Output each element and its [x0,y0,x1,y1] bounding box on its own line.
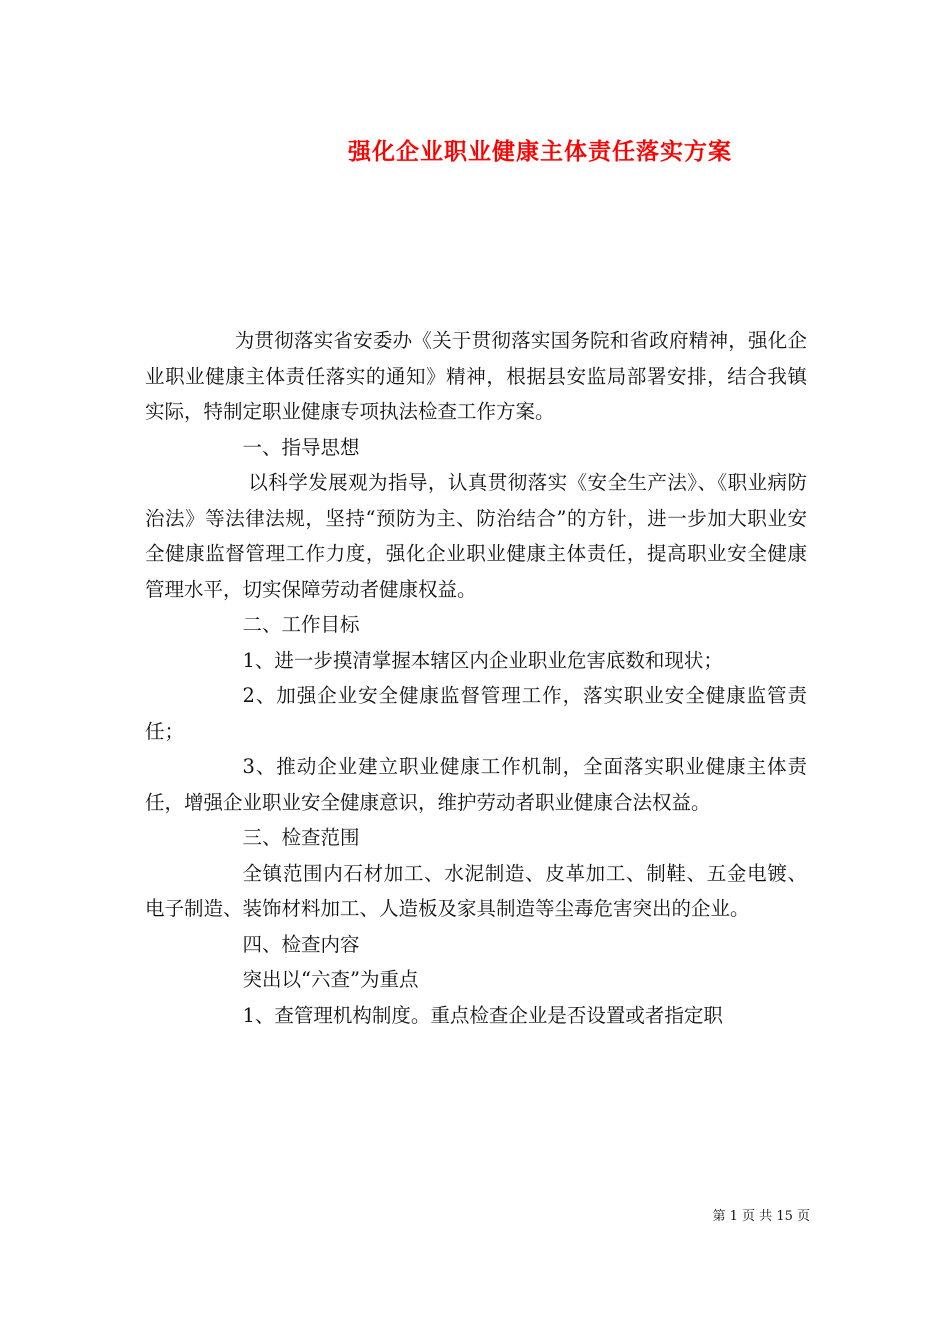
page-number: 第 1 页 共 15 页 [712,1209,810,1224]
document-body [145,323,807,1033]
document-title: 强化企业职业健康主体责任落实方案 [348,138,732,165]
goal-item-2: 2、加强企业安全健康监督管理工作，落实职业安全健康监管责任； [145,684,807,743]
goal-item-1: 1、进一步摸清掌握本辖区内企业职业危害底数和现状； [242,648,723,672]
section-heading-guiding-thought: 一、指导思想 [242,435,360,459]
section-heading-inspection-content: 四、检查内容 [242,932,360,956]
section-heading-inspection-scope: 三、检查范围 [242,826,360,849]
paragraph-guiding-thought: 以科学发展观为指导，认真贯彻落实《安全生产法》、《职业病防治法》等法律法规，坚持“预防为主、防治结合”的方针，进一步加大职业安全健康监督管理工作力度，强化企业职业健康主体责任，提高职业安全健康管理水平，切实保障劳动者健康权益。 [145,471,807,601]
paragraph-intro: 为贯彻落实省安委办《关于贯彻落实国务院和省政府精神，强化企业职业健康主体责任落实的通知》精神，根据县安监局部署安排，结合我镇实际，特制定职业健康专项执法检查工作方案。 [145,329,807,423]
check-item-1: 1、查管理机构制度。重点检查企业是否设置或者指定职 [242,1003,723,1027]
section-heading-work-goals: 二、工作目标 [242,613,360,636]
paragraph-six-checks: 突出以“六查”为重点 [242,968,419,991]
paragraph-inspection-scope: 全镇范围内石材加工、水泥制造、皮革加工、制鞋、五金电镀、电子制造、装饰材料加工、人造板及家具制造等尘毒危害突出的企业。 [145,861,807,920]
goal-item-3: 3、推动企业建立职业健康工作机制，全面落实职业健康主体责任，增强企业职业安全健康意识，维护劳动者职业健康合法权益。 [145,755,807,814]
